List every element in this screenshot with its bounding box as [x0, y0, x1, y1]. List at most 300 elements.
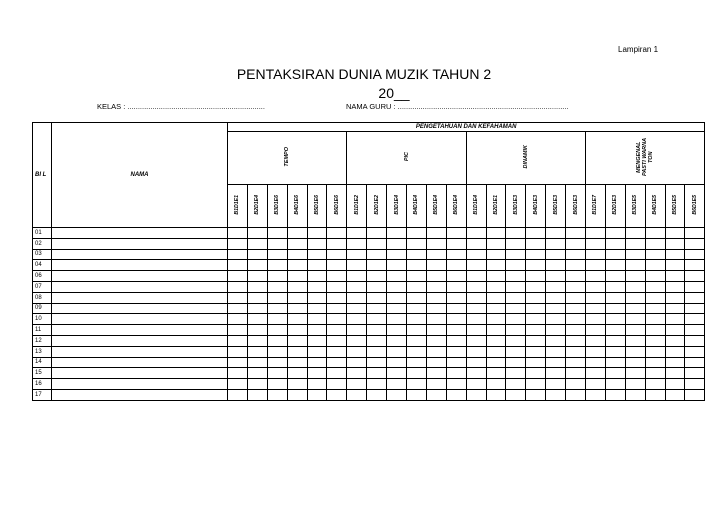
score-cell[interactable]	[327, 228, 347, 239]
score-cell[interactable]	[387, 346, 407, 357]
score-cell[interactable]	[566, 228, 586, 239]
score-cell[interactable]	[347, 368, 367, 379]
student-name-cell[interactable]	[52, 249, 228, 260]
score-cell[interactable]	[466, 228, 486, 239]
score-cell[interactable]	[526, 228, 546, 239]
student-name-cell[interactable]	[52, 346, 228, 357]
score-cell[interactable]	[367, 389, 387, 400]
score-cell[interactable]	[566, 292, 586, 303]
score-cell[interactable]	[665, 346, 685, 357]
score-cell[interactable]	[685, 346, 705, 357]
score-cell[interactable]	[566, 281, 586, 292]
score-cell[interactable]	[247, 238, 267, 249]
score-cell[interactable]	[426, 271, 446, 282]
score-cell[interactable]	[665, 281, 685, 292]
score-cell[interactable]	[685, 389, 705, 400]
score-cell[interactable]	[466, 389, 486, 400]
score-cell[interactable]	[426, 379, 446, 390]
score-cell[interactable]	[267, 357, 287, 368]
score-cell[interactable]	[367, 260, 387, 271]
score-cell[interactable]	[625, 325, 645, 336]
score-cell[interactable]	[228, 389, 248, 400]
score-cell[interactable]	[486, 281, 506, 292]
score-cell[interactable]	[446, 249, 466, 260]
score-cell[interactable]	[665, 292, 685, 303]
score-cell[interactable]	[665, 314, 685, 325]
score-cell[interactable]	[327, 379, 347, 390]
score-cell[interactable]	[426, 260, 446, 271]
score-cell[interactable]	[367, 228, 387, 239]
score-cell[interactable]	[586, 314, 606, 325]
score-cell[interactable]	[546, 281, 566, 292]
score-cell[interactable]	[267, 271, 287, 282]
score-cell[interactable]	[228, 303, 248, 314]
score-cell[interactable]	[586, 368, 606, 379]
score-cell[interactable]	[247, 389, 267, 400]
score-cell[interactable]	[446, 228, 466, 239]
score-cell[interactable]	[605, 325, 625, 336]
score-cell[interactable]	[685, 379, 705, 390]
score-cell[interactable]	[566, 238, 586, 249]
score-cell[interactable]	[327, 249, 347, 260]
score-cell[interactable]	[625, 238, 645, 249]
score-cell[interactable]	[267, 335, 287, 346]
score-cell[interactable]	[228, 325, 248, 336]
score-cell[interactable]	[605, 303, 625, 314]
score-cell[interactable]	[267, 238, 287, 249]
score-cell[interactable]	[605, 260, 625, 271]
score-cell[interactable]	[267, 260, 287, 271]
score-cell[interactable]	[586, 325, 606, 336]
score-cell[interactable]	[586, 292, 606, 303]
score-cell[interactable]	[407, 238, 427, 249]
score-cell[interactable]	[387, 238, 407, 249]
score-cell[interactable]	[407, 271, 427, 282]
score-cell[interactable]	[486, 335, 506, 346]
score-cell[interactable]	[566, 271, 586, 282]
score-cell[interactable]	[625, 379, 645, 390]
score-cell[interactable]	[446, 303, 466, 314]
score-cell[interactable]	[466, 238, 486, 249]
score-cell[interactable]	[586, 357, 606, 368]
score-cell[interactable]	[426, 228, 446, 239]
score-cell[interactable]	[247, 346, 267, 357]
score-cell[interactable]	[506, 389, 526, 400]
score-cell[interactable]	[506, 379, 526, 390]
score-cell[interactable]	[347, 271, 367, 282]
score-cell[interactable]	[546, 303, 566, 314]
score-cell[interactable]	[526, 346, 546, 357]
score-cell[interactable]	[625, 346, 645, 357]
score-cell[interactable]	[546, 292, 566, 303]
score-cell[interactable]	[407, 325, 427, 336]
score-cell[interactable]	[586, 228, 606, 239]
score-cell[interactable]	[685, 271, 705, 282]
score-cell[interactable]	[466, 335, 486, 346]
score-cell[interactable]	[526, 357, 546, 368]
score-cell[interactable]	[605, 346, 625, 357]
score-cell[interactable]	[486, 314, 506, 325]
score-cell[interactable]	[327, 271, 347, 282]
score-cell[interactable]	[307, 314, 327, 325]
score-cell[interactable]	[407, 335, 427, 346]
score-cell[interactable]	[645, 271, 665, 282]
score-cell[interactable]	[228, 357, 248, 368]
score-cell[interactable]	[228, 379, 248, 390]
score-cell[interactable]	[347, 346, 367, 357]
score-cell[interactable]	[526, 368, 546, 379]
score-cell[interactable]	[287, 357, 307, 368]
score-cell[interactable]	[327, 325, 347, 336]
score-cell[interactable]	[347, 335, 367, 346]
score-cell[interactable]	[605, 281, 625, 292]
score-cell[interactable]	[407, 346, 427, 357]
student-name-cell[interactable]	[52, 314, 228, 325]
student-name-cell[interactable]	[52, 281, 228, 292]
score-cell[interactable]	[486, 357, 506, 368]
score-cell[interactable]	[267, 228, 287, 239]
score-cell[interactable]	[426, 303, 446, 314]
score-cell[interactable]	[645, 314, 665, 325]
score-cell[interactable]	[347, 281, 367, 292]
score-cell[interactable]	[506, 335, 526, 346]
score-cell[interactable]	[645, 303, 665, 314]
score-cell[interactable]	[526, 335, 546, 346]
score-cell[interactable]	[228, 228, 248, 239]
score-cell[interactable]	[426, 238, 446, 249]
score-cell[interactable]	[685, 325, 705, 336]
score-cell[interactable]	[307, 271, 327, 282]
score-cell[interactable]	[367, 379, 387, 390]
score-cell[interactable]	[367, 281, 387, 292]
score-cell[interactable]	[228, 335, 248, 346]
student-name-cell[interactable]	[52, 335, 228, 346]
score-cell[interactable]	[506, 346, 526, 357]
score-cell[interactable]	[665, 335, 685, 346]
score-cell[interactable]	[605, 368, 625, 379]
score-cell[interactable]	[665, 389, 685, 400]
score-cell[interactable]	[645, 368, 665, 379]
score-cell[interactable]	[546, 228, 566, 239]
score-cell[interactable]	[625, 368, 645, 379]
score-cell[interactable]	[486, 303, 506, 314]
score-cell[interactable]	[347, 314, 367, 325]
score-cell[interactable]	[228, 271, 248, 282]
student-name-cell[interactable]	[52, 357, 228, 368]
score-cell[interactable]	[566, 314, 586, 325]
score-cell[interactable]	[665, 303, 685, 314]
score-cell[interactable]	[446, 260, 466, 271]
score-cell[interactable]	[486, 271, 506, 282]
score-cell[interactable]	[267, 303, 287, 314]
score-cell[interactable]	[426, 346, 446, 357]
score-cell[interactable]	[546, 325, 566, 336]
score-cell[interactable]	[267, 346, 287, 357]
score-cell[interactable]	[228, 238, 248, 249]
score-cell[interactable]	[446, 335, 466, 346]
score-cell[interactable]	[387, 292, 407, 303]
score-cell[interactable]	[387, 271, 407, 282]
score-cell[interactable]	[247, 357, 267, 368]
score-cell[interactable]	[605, 335, 625, 346]
score-cell[interactable]	[486, 238, 506, 249]
score-cell[interactable]	[407, 389, 427, 400]
score-cell[interactable]	[645, 260, 665, 271]
score-cell[interactable]	[267, 281, 287, 292]
score-cell[interactable]	[307, 379, 327, 390]
score-cell[interactable]	[387, 314, 407, 325]
score-cell[interactable]	[267, 292, 287, 303]
score-cell[interactable]	[605, 271, 625, 282]
score-cell[interactable]	[526, 249, 546, 260]
score-cell[interactable]	[486, 228, 506, 239]
score-cell[interactable]	[486, 346, 506, 357]
score-cell[interactable]	[287, 314, 307, 325]
score-cell[interactable]	[367, 292, 387, 303]
score-cell[interactable]	[267, 379, 287, 390]
score-cell[interactable]	[645, 389, 665, 400]
score-cell[interactable]	[486, 379, 506, 390]
score-cell[interactable]	[625, 314, 645, 325]
score-cell[interactable]	[685, 303, 705, 314]
score-cell[interactable]	[526, 271, 546, 282]
score-cell[interactable]	[466, 346, 486, 357]
score-cell[interactable]	[546, 379, 566, 390]
score-cell[interactable]	[407, 228, 427, 239]
score-cell[interactable]	[387, 357, 407, 368]
score-cell[interactable]	[407, 368, 427, 379]
score-cell[interactable]	[645, 346, 665, 357]
score-cell[interactable]	[327, 389, 347, 400]
score-cell[interactable]	[586, 389, 606, 400]
score-cell[interactable]	[665, 368, 685, 379]
score-cell[interactable]	[367, 314, 387, 325]
student-name-cell[interactable]	[52, 303, 228, 314]
score-cell[interactable]	[307, 389, 327, 400]
score-cell[interactable]	[685, 368, 705, 379]
score-cell[interactable]	[307, 325, 327, 336]
score-cell[interactable]	[446, 314, 466, 325]
score-cell[interactable]	[466, 271, 486, 282]
score-cell[interactable]	[566, 368, 586, 379]
score-cell[interactable]	[526, 314, 546, 325]
score-cell[interactable]	[327, 260, 347, 271]
score-cell[interactable]	[327, 303, 347, 314]
student-name-cell[interactable]	[52, 379, 228, 390]
score-cell[interactable]	[605, 238, 625, 249]
score-cell[interactable]	[247, 249, 267, 260]
score-cell[interactable]	[566, 325, 586, 336]
score-cell[interactable]	[566, 303, 586, 314]
score-cell[interactable]	[625, 389, 645, 400]
score-cell[interactable]	[228, 314, 248, 325]
score-cell[interactable]	[387, 379, 407, 390]
score-cell[interactable]	[586, 238, 606, 249]
score-cell[interactable]	[506, 325, 526, 336]
score-cell[interactable]	[645, 281, 665, 292]
score-cell[interactable]	[665, 271, 685, 282]
score-cell[interactable]	[546, 238, 566, 249]
score-cell[interactable]	[586, 249, 606, 260]
score-cell[interactable]	[546, 368, 566, 379]
score-cell[interactable]	[446, 389, 466, 400]
score-cell[interactable]	[287, 260, 307, 271]
score-cell[interactable]	[605, 314, 625, 325]
score-cell[interactable]	[486, 389, 506, 400]
score-cell[interactable]	[645, 357, 665, 368]
student-name-cell[interactable]	[52, 389, 228, 400]
score-cell[interactable]	[287, 325, 307, 336]
score-cell[interactable]	[466, 281, 486, 292]
score-cell[interactable]	[446, 238, 466, 249]
score-cell[interactable]	[446, 281, 466, 292]
student-name-cell[interactable]	[52, 292, 228, 303]
score-cell[interactable]	[407, 281, 427, 292]
score-cell[interactable]	[426, 357, 446, 368]
score-cell[interactable]	[546, 260, 566, 271]
score-cell[interactable]	[347, 325, 367, 336]
score-cell[interactable]	[287, 238, 307, 249]
score-cell[interactable]	[506, 271, 526, 282]
score-cell[interactable]	[387, 368, 407, 379]
score-cell[interactable]	[625, 260, 645, 271]
score-cell[interactable]	[625, 281, 645, 292]
score-cell[interactable]	[625, 292, 645, 303]
score-cell[interactable]	[287, 303, 307, 314]
score-cell[interactable]	[645, 292, 665, 303]
class-field[interactable]: KELAS : ..................................................................	[97, 102, 265, 111]
score-cell[interactable]	[228, 260, 248, 271]
score-cell[interactable]	[307, 238, 327, 249]
score-cell[interactable]	[605, 379, 625, 390]
score-cell[interactable]	[247, 228, 267, 239]
score-cell[interactable]	[566, 249, 586, 260]
score-cell[interactable]	[566, 346, 586, 357]
score-cell[interactable]	[387, 260, 407, 271]
score-cell[interactable]	[347, 238, 367, 249]
student-name-cell[interactable]	[52, 228, 228, 239]
score-cell[interactable]	[247, 379, 267, 390]
score-cell[interactable]	[566, 335, 586, 346]
score-cell[interactable]	[526, 238, 546, 249]
score-cell[interactable]	[546, 314, 566, 325]
student-name-cell[interactable]	[52, 325, 228, 336]
score-cell[interactable]	[526, 379, 546, 390]
score-cell[interactable]	[347, 228, 367, 239]
score-cell[interactable]	[347, 357, 367, 368]
score-cell[interactable]	[347, 292, 367, 303]
score-cell[interactable]	[625, 357, 645, 368]
score-cell[interactable]	[466, 314, 486, 325]
score-cell[interactable]	[327, 238, 347, 249]
score-cell[interactable]	[407, 357, 427, 368]
score-cell[interactable]	[466, 260, 486, 271]
score-cell[interactable]	[407, 249, 427, 260]
score-cell[interactable]	[247, 292, 267, 303]
score-cell[interactable]	[307, 260, 327, 271]
score-cell[interactable]	[367, 346, 387, 357]
score-cell[interactable]	[466, 368, 486, 379]
score-cell[interactable]	[446, 346, 466, 357]
score-cell[interactable]	[645, 325, 665, 336]
score-cell[interactable]	[287, 335, 307, 346]
score-cell[interactable]	[506, 368, 526, 379]
score-cell[interactable]	[685, 260, 705, 271]
score-cell[interactable]	[546, 249, 566, 260]
score-cell[interactable]	[327, 335, 347, 346]
score-cell[interactable]	[307, 292, 327, 303]
score-cell[interactable]	[267, 249, 287, 260]
score-cell[interactable]	[466, 292, 486, 303]
score-cell[interactable]	[327, 368, 347, 379]
score-cell[interactable]	[347, 249, 367, 260]
score-cell[interactable]	[247, 314, 267, 325]
score-cell[interactable]	[566, 379, 586, 390]
score-cell[interactable]	[605, 249, 625, 260]
score-cell[interactable]	[347, 389, 367, 400]
score-cell[interactable]	[685, 292, 705, 303]
score-cell[interactable]	[426, 325, 446, 336]
teacher-name-field[interactable]: NAMA GURU : ..................................................................................	[346, 102, 569, 111]
score-cell[interactable]	[247, 325, 267, 336]
score-cell[interactable]	[625, 249, 645, 260]
score-cell[interactable]	[287, 389, 307, 400]
score-cell[interactable]	[665, 325, 685, 336]
score-cell[interactable]	[247, 303, 267, 314]
score-cell[interactable]	[367, 249, 387, 260]
score-cell[interactable]	[387, 228, 407, 239]
score-cell[interactable]	[466, 379, 486, 390]
score-cell[interactable]	[287, 281, 307, 292]
score-cell[interactable]	[287, 271, 307, 282]
score-cell[interactable]	[665, 238, 685, 249]
score-cell[interactable]	[645, 335, 665, 346]
score-cell[interactable]	[307, 249, 327, 260]
score-cell[interactable]	[665, 260, 685, 271]
score-cell[interactable]	[685, 249, 705, 260]
score-cell[interactable]	[605, 292, 625, 303]
score-cell[interactable]	[347, 260, 367, 271]
score-cell[interactable]	[287, 346, 307, 357]
score-cell[interactable]	[586, 281, 606, 292]
score-cell[interactable]	[367, 325, 387, 336]
score-cell[interactable]	[486, 368, 506, 379]
score-cell[interactable]	[685, 357, 705, 368]
score-cell[interactable]	[387, 325, 407, 336]
score-cell[interactable]	[387, 303, 407, 314]
score-cell[interactable]	[287, 379, 307, 390]
score-cell[interactable]	[228, 281, 248, 292]
score-cell[interactable]	[387, 249, 407, 260]
score-cell[interactable]	[526, 325, 546, 336]
score-cell[interactable]	[486, 260, 506, 271]
score-cell[interactable]	[247, 281, 267, 292]
score-cell[interactable]	[506, 357, 526, 368]
score-cell[interactable]	[446, 325, 466, 336]
score-cell[interactable]	[307, 346, 327, 357]
score-cell[interactable]	[625, 228, 645, 239]
score-cell[interactable]	[546, 271, 566, 282]
score-cell[interactable]	[307, 281, 327, 292]
score-cell[interactable]	[685, 228, 705, 239]
score-cell[interactable]	[586, 379, 606, 390]
score-cell[interactable]	[685, 238, 705, 249]
score-cell[interactable]	[466, 303, 486, 314]
score-cell[interactable]	[486, 325, 506, 336]
student-name-cell[interactable]	[52, 260, 228, 271]
score-cell[interactable]	[586, 335, 606, 346]
score-cell[interactable]	[307, 303, 327, 314]
